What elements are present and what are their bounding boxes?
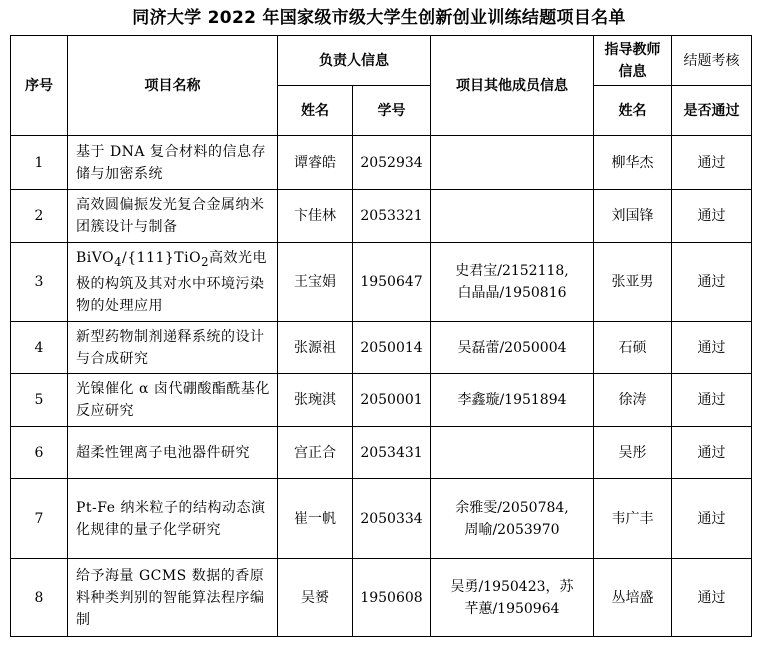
table-row [11, 374, 752, 427]
row-leader: 王宝娟 [278, 243, 353, 322]
row-advisor: 丛培盛 [594, 559, 672, 637]
row-result: 通过 [672, 427, 752, 479]
project-text: 高效光电极的构筑及其对水中环境污染物的处理应用 [76, 250, 267, 314]
row-leader: 张琬淇 [278, 374, 353, 427]
row-members [431, 322, 594, 374]
header-leader-info: 负责人信息 [278, 36, 431, 86]
project-text: BiVO [76, 250, 115, 267]
member-entry: 周喻/2053970 [464, 521, 560, 538]
project-table [10, 35, 752, 637]
row-result: 通过 [672, 322, 752, 374]
row-result: 通过 [672, 243, 752, 322]
row-advisor: 石硕 [594, 322, 672, 374]
table-row [11, 427, 752, 479]
row-advisor: 徐涛 [594, 374, 672, 427]
row-student-id: 2050334 [353, 479, 431, 559]
member-entry: 白晶晶/1950816 [457, 285, 567, 301]
document-title: 同济大学 2022 年国家级市级大学生创新创业训练结题项目名单 [132, 8, 626, 28]
row-index: 3 [11, 243, 68, 322]
header-index: 序号 [11, 36, 68, 136]
row-index: 7 [11, 479, 68, 559]
member-entry: 芊蕙/1950964 [464, 600, 560, 617]
row-leader: 宫正合 [278, 427, 353, 479]
row-advisor: 柳华杰 [594, 136, 672, 190]
row-result: 通过 [672, 479, 752, 559]
table-row [11, 136, 752, 190]
row-project: 新型药物制剂递释系统的设计与合成研究 [68, 322, 278, 374]
row-advisor: 吴彤 [594, 427, 672, 479]
row-student-id: 1950647 [353, 243, 431, 322]
member-entry: 余雅雯/2050784, [455, 499, 569, 516]
row-leader: 吴赟 [278, 559, 353, 637]
row-result: 通过 [672, 190, 752, 243]
subscript-text: 2 [201, 254, 209, 269]
row-project: 超柔性锂离子电池器件研究 [68, 427, 278, 479]
row-index: 1 [11, 136, 68, 190]
row-project: Pt-Fe 纳米粒子的结构动态演化规律的量子化学研究 [68, 479, 278, 559]
row-student-id: 2052934 [353, 136, 431, 190]
row-index: 5 [11, 374, 68, 427]
member-entry: 李鑫璇/1951894 [457, 392, 567, 408]
header-assessment: 结题考核 [672, 36, 752, 86]
row-advisor: 韦广丰 [594, 479, 672, 559]
row-project [68, 243, 278, 322]
row-members [431, 427, 594, 479]
row-members [431, 136, 594, 190]
row-index: 6 [11, 427, 68, 479]
member-entry: 吴勇/1950423，苏 [450, 578, 574, 595]
row-members [431, 559, 594, 637]
row-members [431, 190, 594, 243]
row-members [431, 243, 594, 322]
row-members [431, 374, 594, 427]
member-entry: 史君宝/2152118, [455, 263, 569, 279]
row-leader: 谭睿皓 [278, 136, 353, 190]
row-student-id: 2050001 [353, 374, 431, 427]
table-row [11, 322, 752, 374]
row-leader: 崔一帆 [278, 479, 353, 559]
header-advisor-info: 指导教师信息 [594, 36, 672, 86]
header-leader-name: 姓名 [278, 86, 353, 136]
row-index: 2 [11, 190, 68, 243]
header-project-name: 项目名称 [68, 36, 278, 136]
row-index: 4 [11, 322, 68, 374]
row-members [431, 479, 594, 559]
row-leader: 张源祖 [278, 322, 353, 374]
row-index: 8 [11, 559, 68, 637]
table-row [11, 190, 752, 243]
row-project: 高效圆偏振发光复合金属纳米团簇设计与制备 [68, 190, 278, 243]
row-student-id: 2050014 [353, 322, 431, 374]
row-project: 基于 DNA 复合材料的信息存储与加密系统 [68, 136, 278, 190]
row-student-id: 2053321 [353, 190, 431, 243]
row-result: 通过 [672, 559, 752, 637]
row-project: 光镍催化 α 卤代硼酸酯酰基化反应研究 [68, 374, 278, 427]
header-advisor-name: 姓名 [594, 86, 672, 136]
row-result: 通过 [672, 374, 752, 427]
row-leader: 卞佳林 [278, 190, 353, 243]
row-advisor: 张亚男 [594, 243, 672, 322]
subscript-text: 4 [114, 254, 123, 269]
row-result: 通过 [672, 136, 752, 190]
row-student-id: 2053431 [353, 427, 431, 479]
header-passed: 是否通过 [672, 86, 752, 136]
row-advisor: 刘国锋 [594, 190, 672, 243]
member-entry: 吴磊蕾/2050004 [457, 339, 567, 356]
row-student-id: 1950608 [353, 559, 431, 637]
header-other-members: 项目其他成员信息 [431, 36, 594, 136]
table-row [11, 559, 752, 637]
header-leader-id: 学号 [353, 86, 431, 136]
project-text: /{111}TiO [122, 250, 202, 267]
table-row [11, 243, 752, 322]
table-row [11, 479, 752, 559]
row-project: 给予海量 GCMS 数据的香原料种类判别的智能算法程序编制 [68, 559, 278, 637]
